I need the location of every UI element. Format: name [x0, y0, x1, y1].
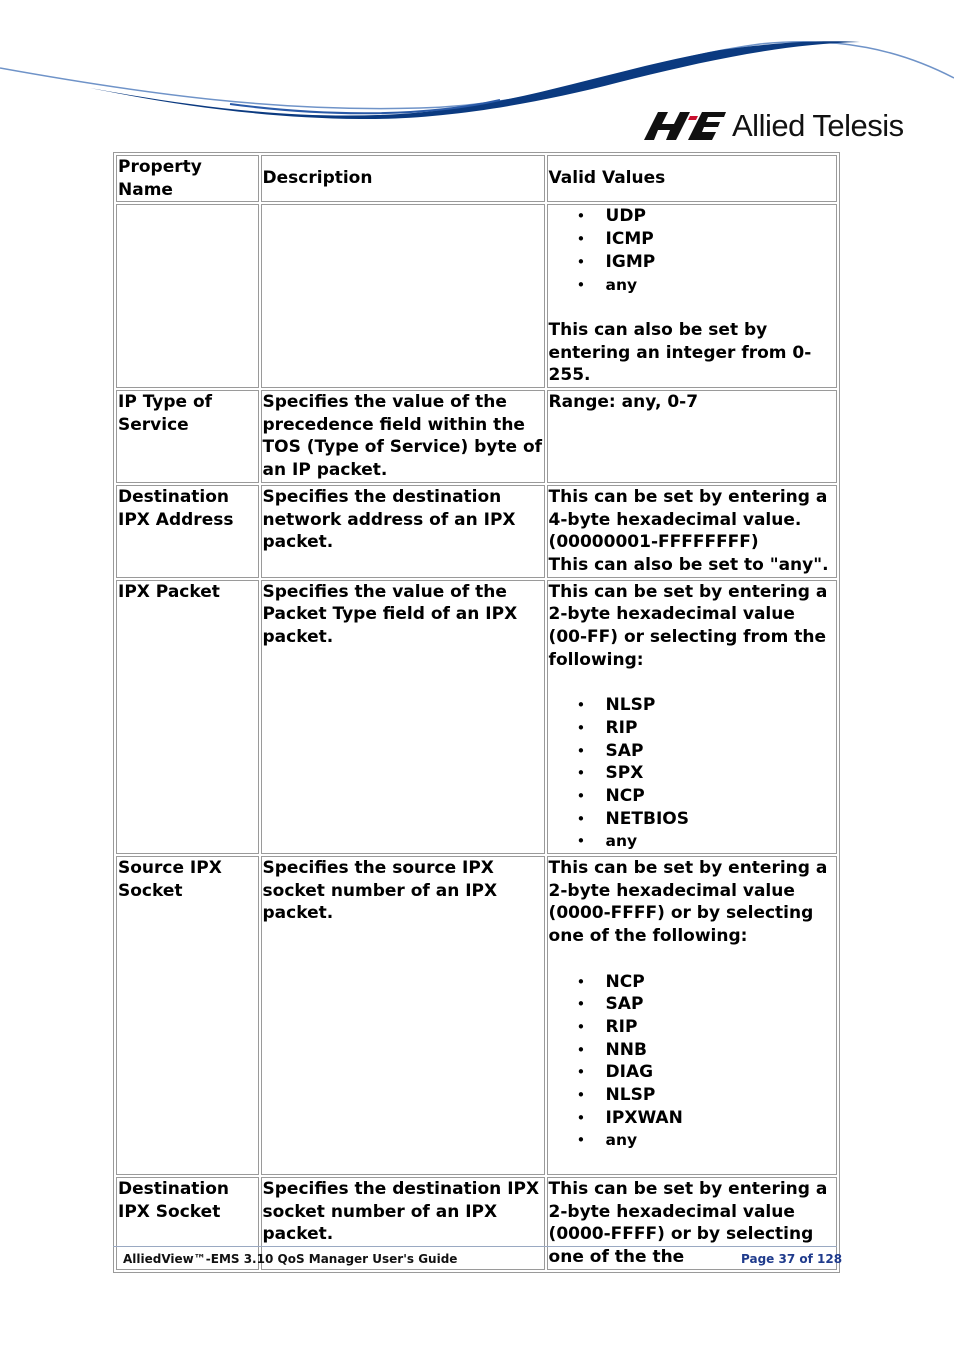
list-item: • any: [606, 274, 835, 297]
valid-values-cell: [547, 390, 837, 483]
table-row: [116, 204, 837, 388]
property-table: [113, 152, 843, 1273]
table-header-row: [116, 155, 837, 202]
list-item: • NETBIOS: [606, 808, 835, 831]
header-property-name: Property Name: [116, 155, 259, 202]
valid-values-list: [549, 971, 835, 1153]
list-item: • NCP: [606, 971, 835, 994]
valid-values-text: This can be set by entering a 2-byte hexadecimal value (0000-FFFF) or by selecting one of the following:: [548, 858, 828, 947]
spacer: [549, 948, 835, 971]
valid-values-text: This can be set by entering a 2-byte hexadecimal value (00-FF) or selecting from the following:: [548, 581, 828, 670]
valid-values-note: This can also be set by entering an integer from 0-255.: [548, 319, 812, 386]
list-item: • UDP: [606, 205, 835, 228]
valid-values-note: This can also be set to "any".: [548, 554, 829, 575]
valid-values-text: This can be set by entering a 2-byte hexadecimal value (0000-FFFF) or by selecting one of the the: [548, 1179, 828, 1268]
footer-guide-title: AlliedView™-EMS 3.10 QoS Manager User's Guide: [123, 1252, 458, 1266]
list-item: • NLSP: [606, 1084, 835, 1107]
property-name-cell: IPX Packet: [116, 580, 259, 854]
property-name-cell: IP Type of Service: [116, 390, 259, 483]
logo-mark-icon: [644, 112, 726, 140]
description-cell: Specifies the value of the Packet Type field of an IPX packet.: [261, 580, 545, 854]
description-cell: Specifies the value of the precedence field within the TOS (Type of Service) byte of an IP packet.: [261, 390, 545, 483]
footer-page-number: Page 37 of 128: [741, 1252, 843, 1266]
valid-values-cell: [547, 204, 837, 388]
header-swoosh: [0, 0, 954, 125]
table-row: [116, 856, 837, 1175]
list-item: • NCP: [606, 785, 835, 808]
property-name-cell: Destination IPX Address: [116, 485, 259, 578]
list-item: • any: [606, 830, 835, 853]
list-item: • DIAG: [606, 1061, 835, 1084]
list-item: • SPX: [606, 762, 835, 785]
allied-telesis-logo: [644, 108, 904, 144]
footer-divider: [113, 1246, 837, 1247]
description-cell: Specifies the destination IPX socket number of an IPX packet.: [261, 1177, 545, 1270]
spacer: [549, 296, 835, 319]
list-item: • SAP: [606, 993, 835, 1016]
property-name-cell: Destination IPX Socket: [116, 1177, 259, 1270]
valid-values-cell: [547, 485, 837, 578]
list-item: • ICMP: [606, 228, 835, 251]
list-item: • RIP: [606, 717, 835, 740]
table-row: [116, 390, 837, 483]
valid-values-list: [549, 694, 835, 853]
spacer: [549, 671, 835, 694]
list-item: • IGMP: [606, 251, 835, 274]
list-item: • NNB: [606, 1039, 835, 1062]
description-cell: [261, 204, 545, 388]
table-row: [116, 485, 837, 578]
table-row: [116, 580, 837, 854]
description-cell: Specifies the source IPX socket number of an IPX packet.: [261, 856, 545, 1175]
list-item: • IPXWAN: [606, 1107, 835, 1130]
list-item: • NLSP: [606, 694, 835, 717]
list-item: • any: [606, 1129, 835, 1152]
property-name-cell: [116, 204, 259, 388]
valid-values-cell: [547, 580, 837, 854]
logo-text: Allied Telesis: [732, 108, 904, 143]
list-item: • SAP: [606, 740, 835, 763]
valid-values-text: This can be set by entering a 4-byte hexadecimal value. (00000001-FFFFFFFF): [548, 486, 828, 553]
list-item: • RIP: [606, 1016, 835, 1039]
valid-values-text: Range: any, 0-7: [548, 392, 699, 413]
header-description: Description: [261, 155, 545, 202]
property-name-cell: Source IPX Socket: [116, 856, 259, 1175]
description-cell: Specifies the destination network address of an IPX packet.: [261, 485, 545, 578]
valid-values-list: [549, 205, 835, 296]
valid-values-cell: [547, 856, 837, 1175]
header-valid-values: Valid Values: [547, 155, 837, 202]
